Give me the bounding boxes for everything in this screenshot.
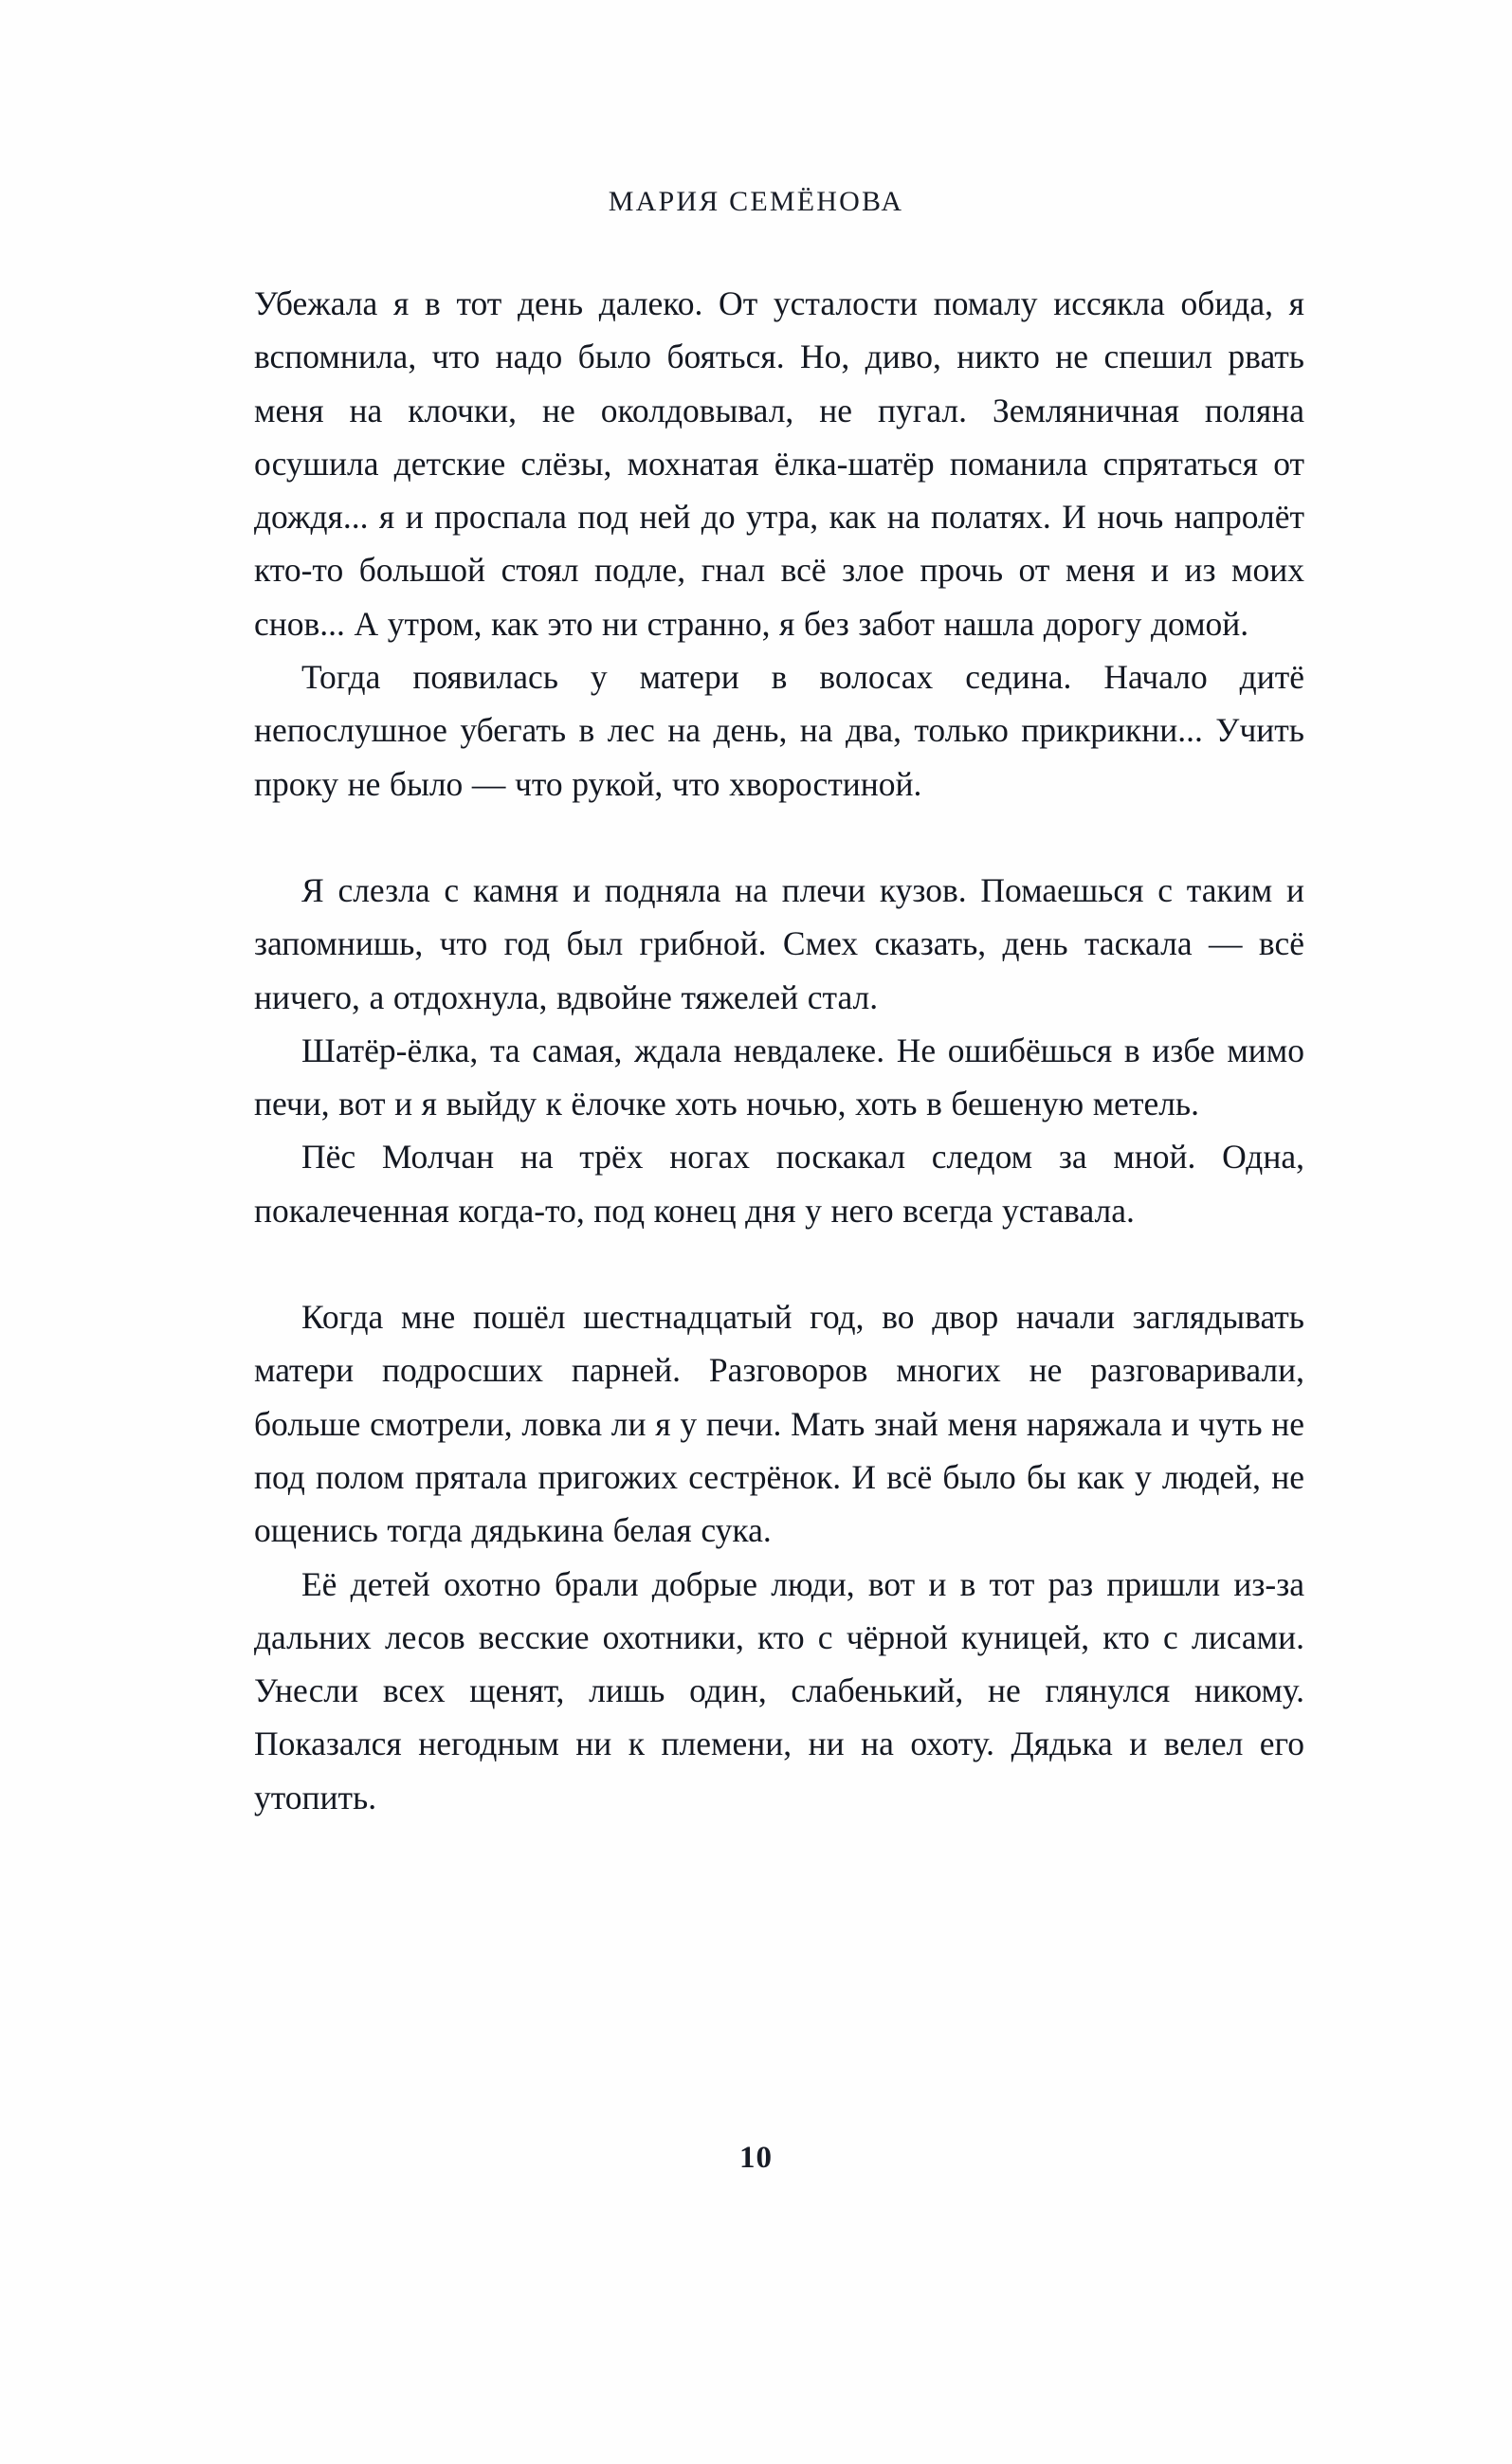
paragraph: Шатёр-ёлка, та самая, ждала невдалеке. Не ошибёшься в избе мимо печи, вот и я выйду к ёлочке хоть ночью, хоть в бешеную метель.	[254, 1031, 1304, 1123]
paragraph: Я слезла с камня и подняла на плечи кузов. Помаешься с таким и запомнишь, что год был грибной. Смех сказать, день таскала — всё ничего, а отдохнула, вдвойне тяжелей стал.	[254, 870, 1304, 1016]
body-text-block	[254, 277, 1304, 1824]
paragraph: Тогда появилась у матери в волосах седина. Начало дитё непослушное убегать в лес на день, на два, только прикрикни... Учить проку не было — что рукой, что хворостиной.	[254, 658, 1304, 803]
paragraph: Пёс Молчан на трёх ногах поскакал следом за мной. Одна, покалеченная когда-то, под конец дня у него всегда уставала.	[254, 1138, 1304, 1230]
paragraph: Её детей охотно брали добрые люди, вот и в тот раз пришли из-за дальних лесов весские охотники, кто с чёрной куницей, кто с лисами. Унесли всех щенят, лишь один, слабенький, не глянулся никому. Показался негодным ни к племени, ни на охоту. Дядька и велел его утопить.	[254, 1564, 1304, 1816]
page-number: 10	[739, 2141, 773, 2175]
running-head: МАРИЯ СЕМЁНОВА	[608, 186, 904, 217]
paragraph: Убежала я в тот день далеко. От усталости помалу иссякла обида, я вспомнила, что надо было бояться. Но, диво, никто не спешил рвать меня на клочки, не околдовывал, не пугал. Земляничная поляна осушила детские слёзы, мохнатая ёлка-шатёр поманила спрятаться от дождя... я и проспала под ней до утра, как на полатях. И ночь напролёт кто-то большой стоял подле, гнал всё злое прочь от меня и из моих снов... А утром, как это ни странно, я без забот нашла дорогу домой.	[254, 284, 1304, 643]
paragraph: Когда мне пошёл шестнадцатый год, во двор начали заглядывать матери подросших парней. Разговоров многих не разговаривали, больше смотрели, ловка ли я у печи. Мать знай меня наряжала и чуть не под полом прятала пригожих сестрёнок. И всё было бы как у людей, не ощенись тогда дядькина белая сука.	[254, 1298, 1304, 1550]
